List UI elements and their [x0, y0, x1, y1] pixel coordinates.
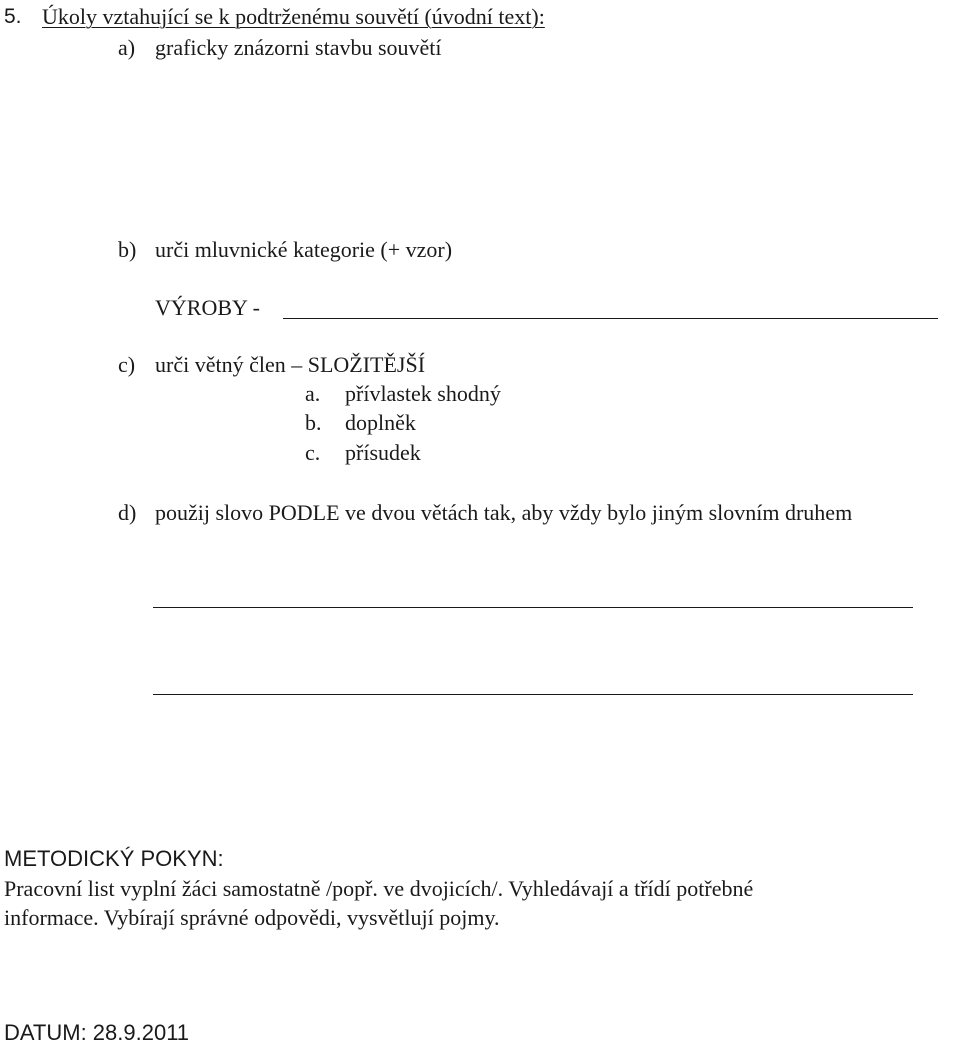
option-a-marker: a. [305, 381, 321, 406]
option-c-text[interactable]: přísudek [345, 440, 421, 465]
item-a-text: graficky znázorni stavbu souvětí [155, 35, 442, 60]
answer-label-vyroby: VÝROBY - [155, 295, 260, 320]
answer-line-d2[interactable] [153, 694, 913, 695]
method-line-1: Pracovní list vyplní žáci samostatně /popř. ve dvojicích/. Vyhledávají a třídí potřebné [4, 876, 754, 901]
item-d-marker: d) [118, 500, 137, 525]
option-c-marker: c. [305, 440, 321, 465]
answer-line-d1[interactable] [153, 607, 913, 608]
item-b-text: urči mluvnické kategorie (+ vzor) [155, 237, 453, 262]
item-d-text: použij slovo PODLE ve dvou větách tak, aby vždy bylo jiným slovním druhem [155, 500, 853, 525]
task-title: Úkoly vztahující se k podtrženému souvětí (úvodní text): [42, 4, 545, 29]
item-a-marker: a) [118, 35, 136, 60]
option-a-text[interactable]: přívlastek shodný [345, 381, 501, 406]
option-b-marker: b. [305, 410, 322, 435]
answer-line-b[interactable] [283, 318, 938, 319]
item-c-marker: c) [118, 352, 136, 377]
item-c-text: urči větný člen – SLOŽITĚJŠÍ [155, 352, 426, 377]
date-label: DATUM: 28.9.2011 [4, 1020, 190, 1045]
task-number: 5. [4, 5, 22, 28]
item-b-marker: b) [118, 237, 137, 262]
method-heading: METODICKÝ POKYN: [4, 846, 224, 871]
method-line-2: informace. Vybírají správné odpovědi, vysvětlují pojmy. [4, 905, 500, 930]
option-b-text[interactable]: doplněk [345, 410, 416, 435]
